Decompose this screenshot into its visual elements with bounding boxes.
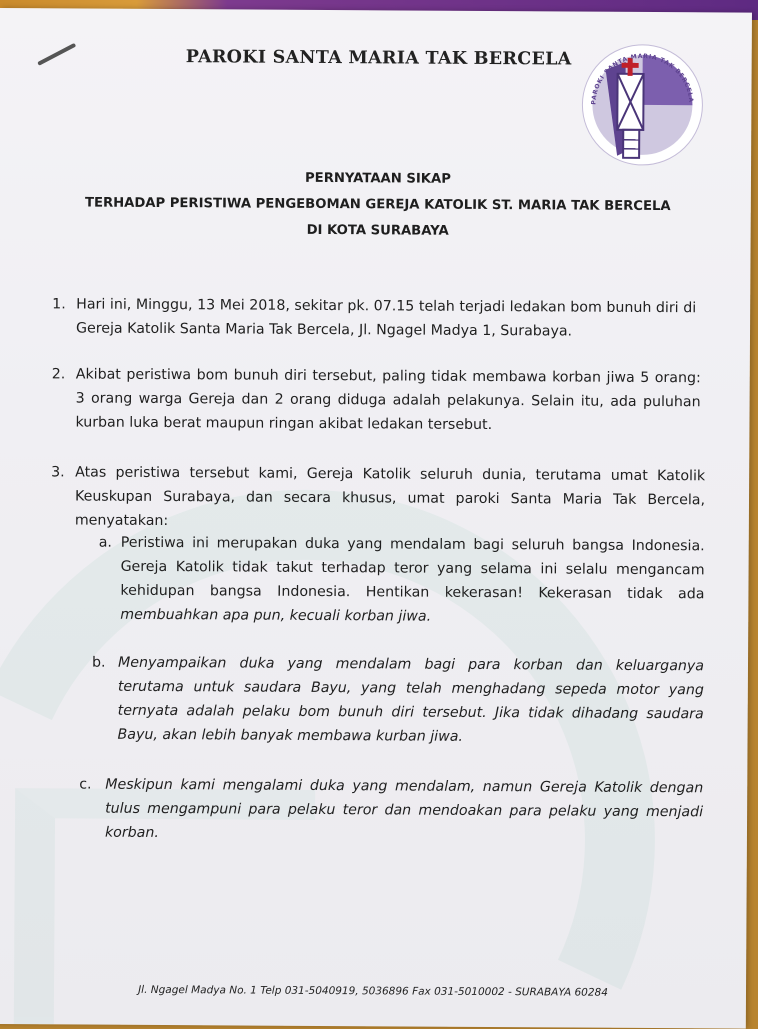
statement-location: DI KOTA SURABAYA (0, 221, 752, 241)
subitem-a-text (120, 531, 705, 631)
subitem-b-letter: b. (92, 651, 106, 675)
parish-name: PAROKI SANTA MARIA TAK BERCELA (0, 46, 752, 71)
letterhead-footer: Jl. Ngagel Madya No. 1 Telp 031-5040919, 5036896 Fax 031-5010002 - SURABAYA 60284 (0, 983, 752, 1000)
statement-title: PERNYATAAN SIKAP (0, 169, 752, 189)
item-2-number: 2. (52, 362, 66, 386)
parish-logo-icon (577, 40, 708, 171)
item-1-number: 1. (52, 292, 66, 316)
letter-page (0, 8, 752, 1029)
subitem-c-letter: c. (79, 772, 91, 796)
item-2-text: Akibat peristiwa bom bunuh diri tersebut, paling tidak membawa korban jiwa 5 orang: 3 orang warga Gereja dan 2 orang diduga adalah pelakunya. Selain itu, ada puluhan kurban luka berat maupun ringan akibat ledakan tersebut. (75, 362, 700, 438)
item-3-text: Atas peristiwa tersebut kami, Gereja Katolik seluruh dunia, terutama umat Katolik Keuskupan Surabaya, dan secara khusus, umat paroki Santa Maria Tak Bercela, menyatakan: (75, 460, 705, 536)
item-3-number: 3. (51, 460, 65, 484)
subitem-a-text-italic: membuahkan apa pun, kecuali korban jiwa. (120, 607, 431, 625)
statement-subtitle: TERHADAP PERISTIWA PENGEBOMAN GEREJA KATOLIK ST. MARIA TAK BERCELA (0, 195, 752, 215)
subitem-a-letter: a. (99, 531, 112, 555)
subitem-b-text: Menyampaikan duka yang mendalam bagi para korban dan keluarganya terutama untuk saudara Bayu, yang telah menghadang sepeda motor yang ternyata adalah pelaku bom bunuh diri tersebut. Jika tidak dihadang saudara Bayu, akan lebih banyak membawa kurban jiwa. (117, 651, 704, 751)
subitem-a-text-normal: Peristiwa ini merupakan duka yang mendalam bagi seluruh bangsa Indonesia. Gereja Katolik tidak takut terhadap teror yang selama ini selalu mengancam kehidupan bangsa Indonesia. Hentikan kekerasan! Kekerasan tidak ada (120, 535, 704, 603)
subitem-c-text: Meskipun kami mengalami duka yang mendalam, namun Gereja Katolik dengan tulus mengampuni para pelaku teror dan mendoakan para pelaku yang menjadi korban. (105, 773, 703, 849)
logo-ring-text: PAROKI SANTA MARIA TAK BERCELA (590, 53, 694, 106)
item-1-text: Hari ini, Minggu, 13 Mei 2018, sekitar pk. 07.15 telah terjadi ledakan bom bunuh diri di Gereja Katolik Santa Maria Tak Bercela, Jl. Ngagel Madya 1, Surabaya. (76, 292, 696, 344)
